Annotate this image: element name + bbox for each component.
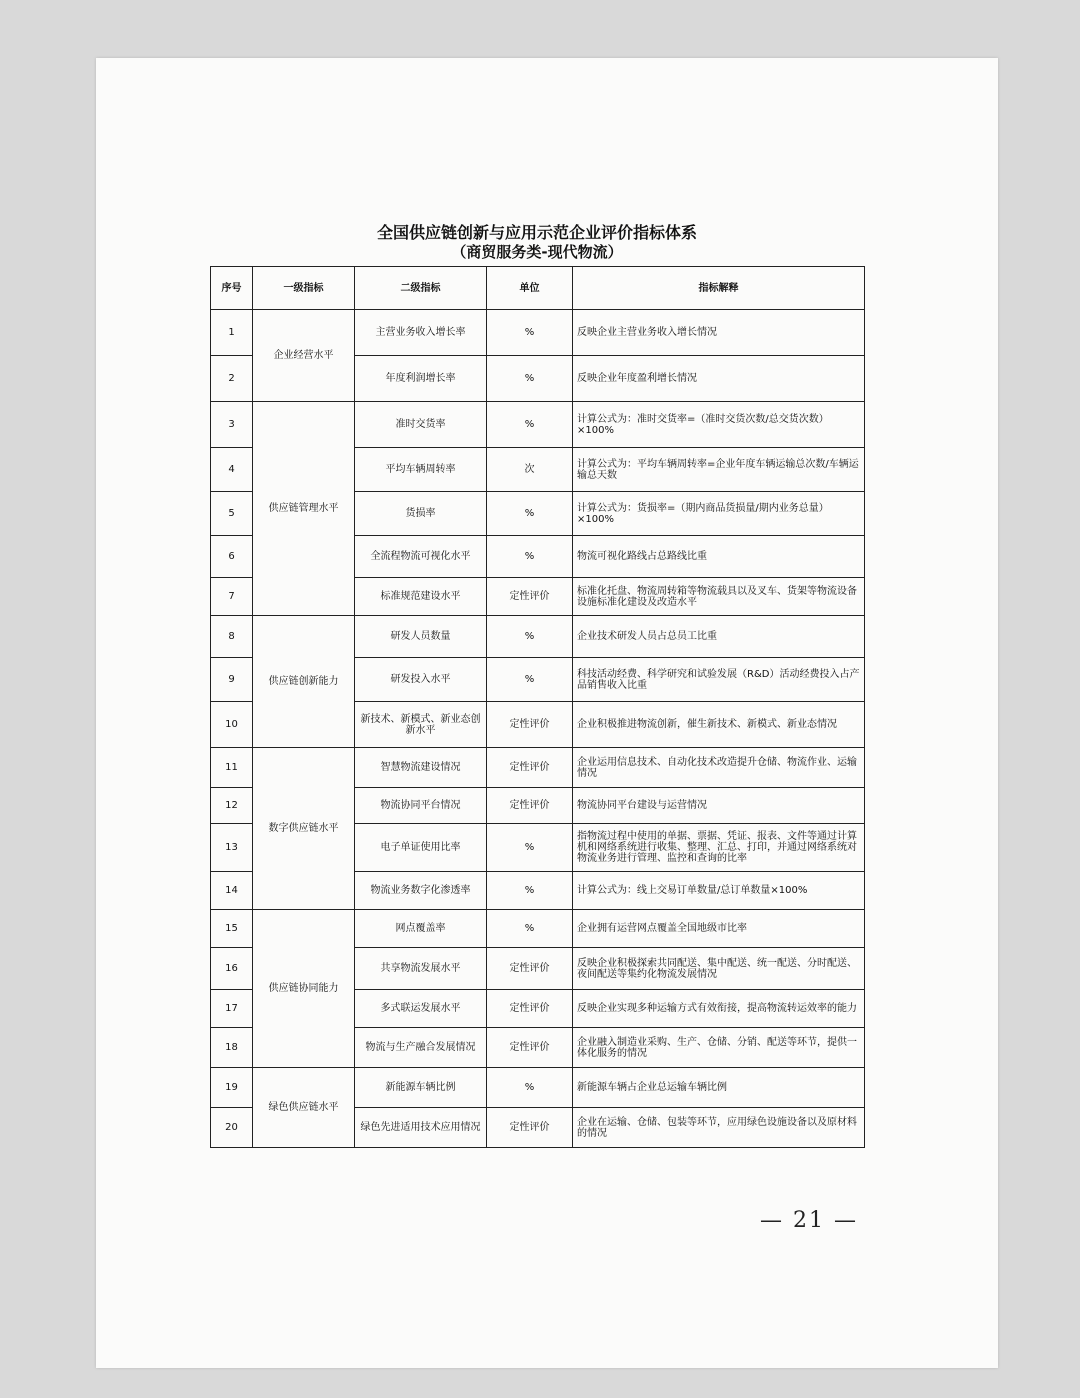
- row-seq: 12: [211, 788, 253, 824]
- row-level2-indicator: 电子单证使用比率: [355, 824, 487, 872]
- row-level2-indicator: 年度利润增长率: [355, 356, 487, 402]
- row-unit: %: [487, 310, 573, 356]
- table-row: [211, 616, 865, 658]
- row-unit: 定性评价: [487, 1108, 573, 1148]
- row-explanation: 计算公式为：准时交货率=（准时交货次数/总交货次数）×100%: [573, 402, 865, 448]
- row-level2-indicator: 多式联运发展水平: [355, 990, 487, 1028]
- row-seq: 13: [211, 824, 253, 872]
- page-number: — 21 —: [760, 1208, 858, 1233]
- document-title: 全国供应链创新与应用示范企业评价指标体系: [376, 223, 697, 242]
- row-explanation: 企业运用信息技术、自动化技术改造提升仓储、物流作业、运输情况: [573, 748, 865, 788]
- row-level2-indicator: 平均车辆周转率: [355, 448, 487, 492]
- table-row: [211, 1068, 865, 1108]
- row-seq: 10: [211, 702, 253, 748]
- row-explanation: 企业在运输、仓储、包装等环节，应用绿色设施设备以及原材料的情况: [573, 1108, 865, 1148]
- row-unit: %: [487, 910, 573, 948]
- table-row: [211, 310, 865, 356]
- row-unit: %: [487, 872, 573, 910]
- row-seq: 3: [211, 402, 253, 448]
- row-seq: 4: [211, 448, 253, 492]
- row-seq: 15: [211, 910, 253, 948]
- row-seq: 9: [211, 658, 253, 702]
- row-seq: 7: [211, 578, 253, 616]
- row-level2-indicator: 标准规范建设水平: [355, 578, 487, 616]
- row-explanation: 标准化托盘、物流周转箱等物流载具以及叉车、货架等物流设备设施标准化建设及改造水平: [573, 578, 865, 616]
- row-level1-indicator: 供应链协同能力: [253, 910, 355, 1068]
- row-explanation: 反映企业积极探索共同配送、集中配送、统一配送、分时配送、夜间配送等集约化物流发展情况: [573, 948, 865, 990]
- row-explanation: 物流可视化路线占总路线比重: [573, 536, 865, 578]
- row-level2-indicator: 共享物流发展水平: [355, 948, 487, 990]
- row-level1-indicator: 供应链管理水平: [253, 402, 355, 616]
- row-unit: 定性评价: [487, 1028, 573, 1068]
- row-level2-indicator: 智慧物流建设情况: [355, 748, 487, 788]
- row-explanation: 反映企业主营业务收入增长情况: [573, 310, 865, 356]
- row-seq: 8: [211, 616, 253, 658]
- row-explanation: 企业积极推进物流创新，催生新技术、新模式、新业态情况: [573, 702, 865, 748]
- row-unit: %: [487, 658, 573, 702]
- header-seq: 序号: [211, 267, 253, 310]
- row-level2-indicator: 新技术、新模式、新业态创新水平: [355, 702, 487, 748]
- row-level2-indicator: 网点覆盖率: [355, 910, 487, 948]
- row-level2-indicator: 全流程物流可视化水平: [355, 536, 487, 578]
- row-explanation: 企业融入制造业采购、生产、仓储、分销、配送等环节，提供一体化服务的情况: [573, 1028, 865, 1068]
- row-seq: 2: [211, 356, 253, 402]
- header-level1: 一级指标: [253, 267, 355, 310]
- row-seq: 11: [211, 748, 253, 788]
- row-seq: 17: [211, 990, 253, 1028]
- table-row: [211, 748, 865, 788]
- table-row: [211, 402, 865, 448]
- row-seq: 14: [211, 872, 253, 910]
- row-level2-indicator: 研发投入水平: [355, 658, 487, 702]
- row-level2-indicator: 主营业务收入增长率: [355, 310, 487, 356]
- row-explanation: 计算公式为：货损率=（期内商品货损量/期内业务总量）×100%: [573, 492, 865, 536]
- row-unit: %: [487, 1068, 573, 1108]
- row-level2-indicator: 物流业务数字化渗透率: [355, 872, 487, 910]
- header-explanation: 指标解释: [573, 267, 865, 310]
- row-unit: %: [487, 492, 573, 536]
- row-level1-indicator: 数字供应链水平: [253, 748, 355, 910]
- row-level2-indicator: 准时交货率: [355, 402, 487, 448]
- row-seq: 6: [211, 536, 253, 578]
- table-header-row: [211, 267, 865, 310]
- row-seq: 1: [211, 310, 253, 356]
- row-level1-indicator: 供应链创新能力: [253, 616, 355, 748]
- row-level2-indicator: 物流与生产融合发展情况: [355, 1028, 487, 1068]
- row-level1-indicator: 企业经营水平: [253, 310, 355, 402]
- row-seq: 19: [211, 1068, 253, 1108]
- row-explanation: 计算公式为：线上交易订单数量/总订单数量×100%: [573, 872, 865, 910]
- row-explanation: 反映企业实现多种运输方式有效衔接，提高物流转运效率的能力: [573, 990, 865, 1028]
- row-unit: 定性评价: [487, 702, 573, 748]
- table-body: [211, 310, 865, 1148]
- row-level2-indicator: 新能源车辆比例: [355, 1068, 487, 1108]
- row-unit: 次: [487, 448, 573, 492]
- row-unit: 定性评价: [487, 788, 573, 824]
- header-unit: 单位: [487, 267, 573, 310]
- row-explanation: 科技活动经费、科学研究和试验发展（R&D）活动经费投入占产品销售收入比重: [573, 658, 865, 702]
- row-seq: 16: [211, 948, 253, 990]
- row-explanation: 企业技术研发人员占总员工比重: [573, 616, 865, 658]
- row-unit: %: [487, 616, 573, 658]
- row-level1-indicator: 绿色供应链水平: [253, 1068, 355, 1148]
- header-level2: 二级指标: [355, 267, 487, 310]
- row-unit: 定性评价: [487, 948, 573, 990]
- row-explanation: 计算公式为：平均车辆周转率=企业年度车辆运输总次数/车辆运输总天数: [573, 448, 865, 492]
- row-seq: 18: [211, 1028, 253, 1068]
- row-level2-indicator: 研发人员数量: [355, 616, 487, 658]
- row-explanation: 新能源车辆占企业总运输车辆比例: [573, 1068, 865, 1108]
- row-level2-indicator: 货损率: [355, 492, 487, 536]
- row-unit: 定性评价: [487, 578, 573, 616]
- row-explanation: 反映企业年度盈利增长情况: [573, 356, 865, 402]
- row-unit: %: [487, 536, 573, 578]
- row-unit: %: [487, 402, 573, 448]
- row-seq: 20: [211, 1108, 253, 1148]
- row-unit: 定性评价: [487, 748, 573, 788]
- row-explanation: 物流协同平台建设与运营情况: [573, 788, 865, 824]
- row-unit: 定性评价: [487, 990, 573, 1028]
- row-unit: %: [487, 356, 573, 402]
- row-level2-indicator: 绿色先进适用技术应用情况: [355, 1108, 487, 1148]
- row-unit: %: [487, 824, 573, 872]
- document-subtitle: （商贸服务类-现代物流）: [451, 243, 623, 261]
- row-level2-indicator: 物流协同平台情况: [355, 788, 487, 824]
- table-row: [211, 910, 865, 948]
- row-seq: 5: [211, 492, 253, 536]
- indicator-table: [210, 266, 865, 1148]
- row-explanation: 指物流过程中使用的单据、票据、凭证、报表、文件等通过计算机和网络系统进行收集、整理、汇总、打印，并通过网络系统对物流业务进行管理、监控和查询的比率: [573, 824, 865, 872]
- row-explanation: 企业拥有运营网点覆盖全国地级市比率: [573, 910, 865, 948]
